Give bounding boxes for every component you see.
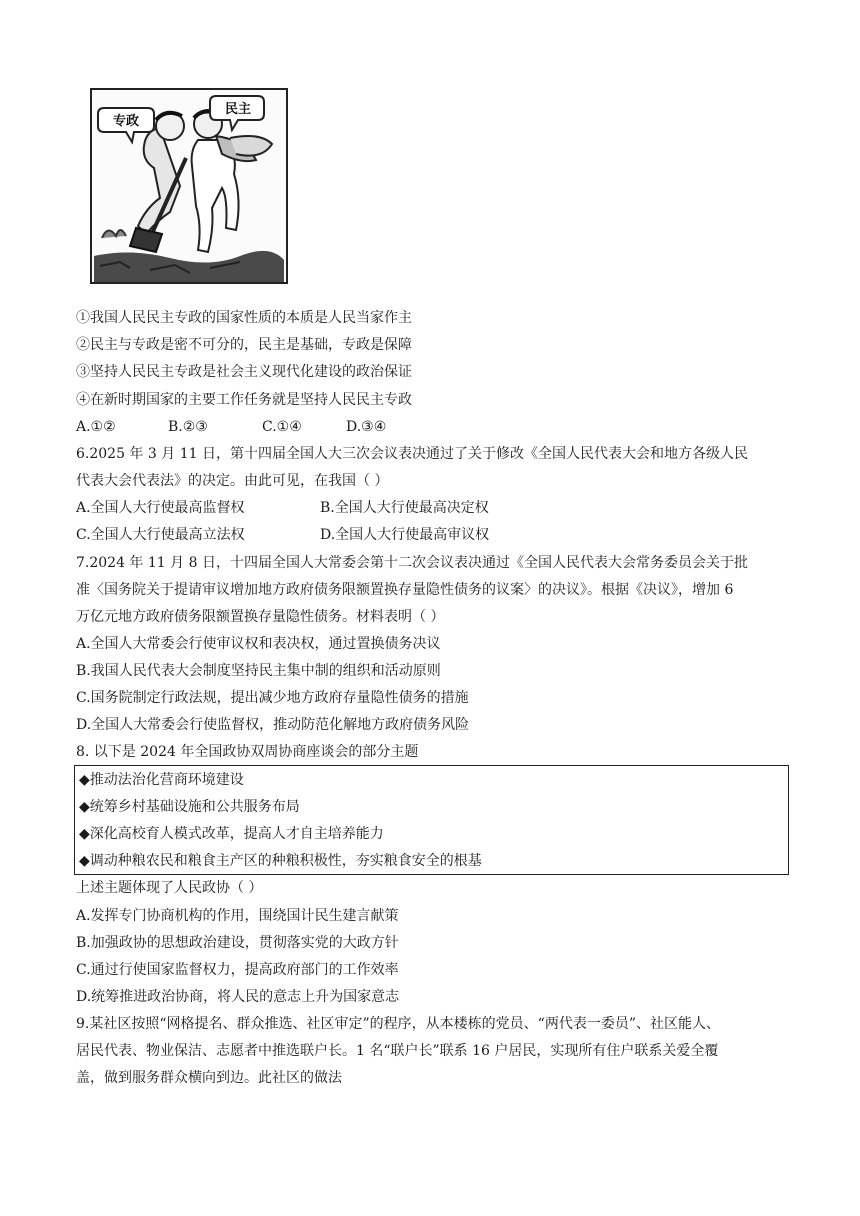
q6-options-row-2: [76, 525, 489, 545]
q5-option-d[interactable]: D.③④: [346, 419, 387, 435]
q8-option-b[interactable]: B.加强政协的思想政治建设，贯彻落实党的大政方针: [76, 935, 399, 951]
q8-option-a[interactable]: A.发挥专门协商机构的作用，围绕国计民生建言献策: [76, 908, 399, 924]
q8-topic: ◆调动种粮农民和粮食主产区的种粮积极性，夯实粮食安全的根基: [79, 853, 482, 869]
q8-topics-box: [74, 765, 789, 875]
q6-stem: 代表大会代表法》的决定。由此可见，在我国（ ）: [76, 473, 389, 489]
q6-option-a[interactable]: A.全国人大行使最高监督权: [76, 500, 245, 516]
q6-option-d[interactable]: D.全国人大行使最高审议权: [320, 527, 490, 543]
bubble-left-text: 专政: [112, 114, 140, 129]
bubble-right-text: 民主: [224, 102, 252, 117]
q8-question: 上述主题体现了人民政协（ ）: [76, 880, 263, 896]
q6-stem: 6.2025 年 3 月 11 日，第十四届全国人大三次会议表决通过了关于修改《全国人民代表大会和地方各级人民: [76, 446, 748, 462]
q9-stem: 居民代表、物业保洁、志愿者中推选联户长。1 名“联户长”联系 16 户居民，实现所有住户联系关爱全覆: [76, 1043, 719, 1059]
q7-option-c[interactable]: C.国务院制定行政法规，提出减少地方政府存量隐性债务的措施: [76, 690, 469, 706]
q8-topic: ◆深化高校育人模式改革，提高人才自主培养能力: [79, 826, 384, 842]
q9-stem: 盖，做到服务群众横向到边。此社区的做法: [76, 1070, 342, 1086]
q5-options: [76, 417, 386, 437]
q7-option-d[interactable]: D.全国人大常委会行使监督权，推动防范化解地方政府债务风险: [76, 717, 470, 733]
q7-option-a[interactable]: A.全国人大常委会行使审议权和表决权，通过置换债务决议: [76, 636, 441, 652]
q5-statement: ①我国人民民主专政的国家性质的本质是人民当家作主: [76, 310, 412, 326]
q5-statement: ③坚持人民民主专政是社会主义现代化建设的政治保证: [76, 364, 412, 380]
q7-stem: 万亿元地方政府债务限额置换存量隐性债务。材料表明（ ）: [76, 609, 445, 625]
q8-option-c[interactable]: C.通过行使国家监督权力，提高政府部门的工作效率: [76, 962, 399, 978]
q5-option-c[interactable]: C.①④: [262, 419, 302, 435]
q6-option-c[interactable]: C.全国人大行使最高立法权: [76, 527, 245, 543]
q5-statement: ②民主与专政是密不可分的，民主是基础，专政是保障: [76, 337, 412, 353]
q6-options-row-1: [76, 498, 489, 518]
q5-option-a[interactable]: A.①②: [76, 419, 116, 435]
q7-option-b[interactable]: B.我国人民代表大会制度坚持民主集中制的组织和活动原则: [76, 663, 441, 679]
q7-stem: 7.2024 年 11 月 8 日，十四届全国人大常委会第十二次会议表决通过《全国人民代表大会常务委员会关于批: [76, 555, 748, 571]
q8-option-d[interactable]: D.统筹推进政治协商，将人民的意志上升为国家意志: [76, 989, 400, 1005]
q5-option-b[interactable]: B.②③: [168, 419, 208, 435]
q8-topic: ◆统筹乡村基础设施和公共服务布局: [79, 799, 300, 815]
cartoon-image: [90, 88, 288, 284]
q9-stem: 9.某社区按照“网格提名、群众推选、社区审定”的程序，从本楼栋的党员、“两代表一委员”、社区能人、: [76, 1016, 720, 1032]
q6-option-b[interactable]: B.全国人大行使最高决定权: [320, 500, 489, 516]
q5-statement: ④在新时期国家的主要工作任务就是坚持人民民主专政: [76, 392, 412, 408]
q8-stem: 8. 以下是 2024 年全国政协双周协商座谈会的部分主题: [76, 744, 419, 760]
q8-topic: ◆推动法治化营商环境建设: [79, 772, 244, 788]
q7-stem: 准〈国务院关于提请审议增加地方政府债务限额置换存量隐性债务的议案〉的决议》。根据《决议》，增加 6: [76, 582, 734, 598]
